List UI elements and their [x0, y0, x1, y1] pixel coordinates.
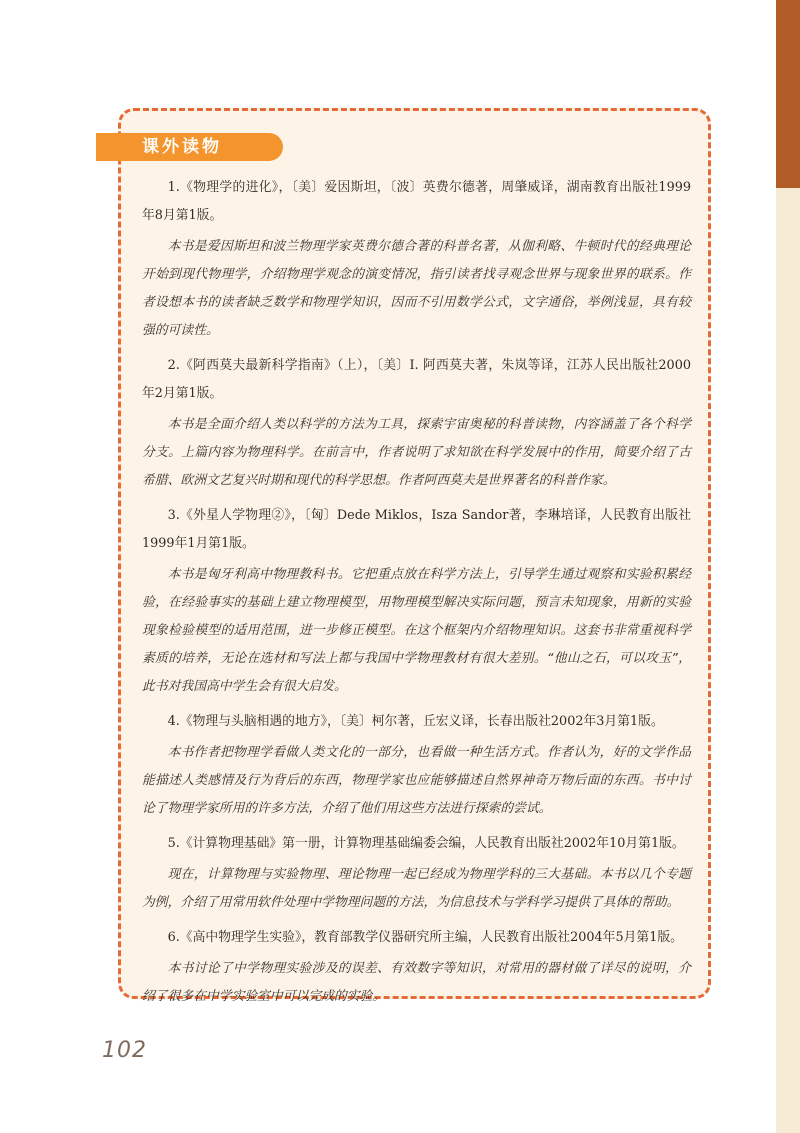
book-title-6: 6.《高中物理学生实验》，教育部教学仪器研究所主编，人民教育出版社2004年5月第1版。: [167, 930, 683, 945]
book-title-2: 2.《阿西莫夫最新科学指南》（上），〔美〕I. 阿西莫夫著，朱岚等译，江苏人民出版社2000年2月第1版。: [142, 358, 691, 401]
book-description-5: 现在，计算物理与实验物理、理论物理一起已经成为物理学科的三大基础。本书以几个专题为例，介绍了用常用软件处理中学物理问题的方法，为信息技术与学科学习提供了具体的帮助。: [142, 867, 691, 910]
book-description-6: 本书讨论了中学物理实验涉及的误差、有效数字等知识，对常用的器材做了详尽的说明，介绍了很多在中学实验室中可以完成的实验。: [142, 961, 691, 1004]
book-description-3: 本书是匈牙利高中物理教科书。它把重点放在科学方法上，引导学生通过观察和实验积累经验，在经验事实的基础上建立物理模型，用物理模型解决实际问题，预言未知现象，用新的实验现象检验模型的适用范围，进一步修正模型。在这个框架内介绍物理知识。这套书非常重视科学素质的培养，无论在选材和写法上都与我国中学物理教材有很大差别。“他山之石，可以攻玉”，此书对我国高中学生会有很大启发。: [142, 567, 691, 694]
book-description-4: 本书作者把物理学看做人类文化的一部分，也看做一种生活方式。作者认为，好的文学作品能描述人类感情及行为背后的东西，物理学家也应能够描述自然界神奇万物后面的东西。书中讨论了物理学家所用的许多方法，介绍了他们用这些方法进行探索的尝试。: [142, 745, 691, 816]
book-title-3: 3.《外星人学物理②》，〔匈〕Dede Miklos，Isza Sandor著，李琳培译，人民教育出版社1999年1月第1版。: [142, 508, 691, 551]
page-number: 102: [102, 1038, 147, 1063]
book-title-4: 4.《物理与头脑相遇的地方》，〔美〕柯尔著，丘宏义译，长春出版社2002年3月第1版。: [167, 714, 664, 729]
chapter-edge-tab: [776, 0, 800, 188]
book-title-5: 5.《计算物理基础》第一册，计算物理基础编委会编，人民教育出版社2002年10月第1版。: [167, 836, 685, 851]
book-description-2: 本书是全面介绍人类以科学的方法为工具，探索宇宙奥秘的科普读物，内容涵盖了各个科学分支。上篇内容为物理科学。在前言中，作者说明了求知欲在科学发展中的作用，简要介绍了古希腊、欧洲文艺复兴时期和现代的科学思想。作者阿西莫夫是世界著名的科普作家。: [142, 417, 691, 488]
book-title-1: 1.《物理学的进化》，〔美〕爱因斯坦，〔波〕英费尔德著，周肇威译，湖南教育出版社1999年8月第1版。: [142, 180, 691, 223]
reading-list: [142, 174, 691, 1018]
book-description-1: 本书是爱因斯坦和波兰物理学家英费尔德合著的科普名著，从伽利略、牛顿时代的经典理论开始到现代物理学，介绍物理学观念的演变情况，指引读者找寻观念世界与现象世界的联系。作者设想本书的读者缺乏数学和物理学知识，因而不引用数学公式，文字通俗，举例浅显，具有较强的可读性。: [142, 239, 691, 338]
section-banner: 课外读物: [96, 133, 283, 161]
